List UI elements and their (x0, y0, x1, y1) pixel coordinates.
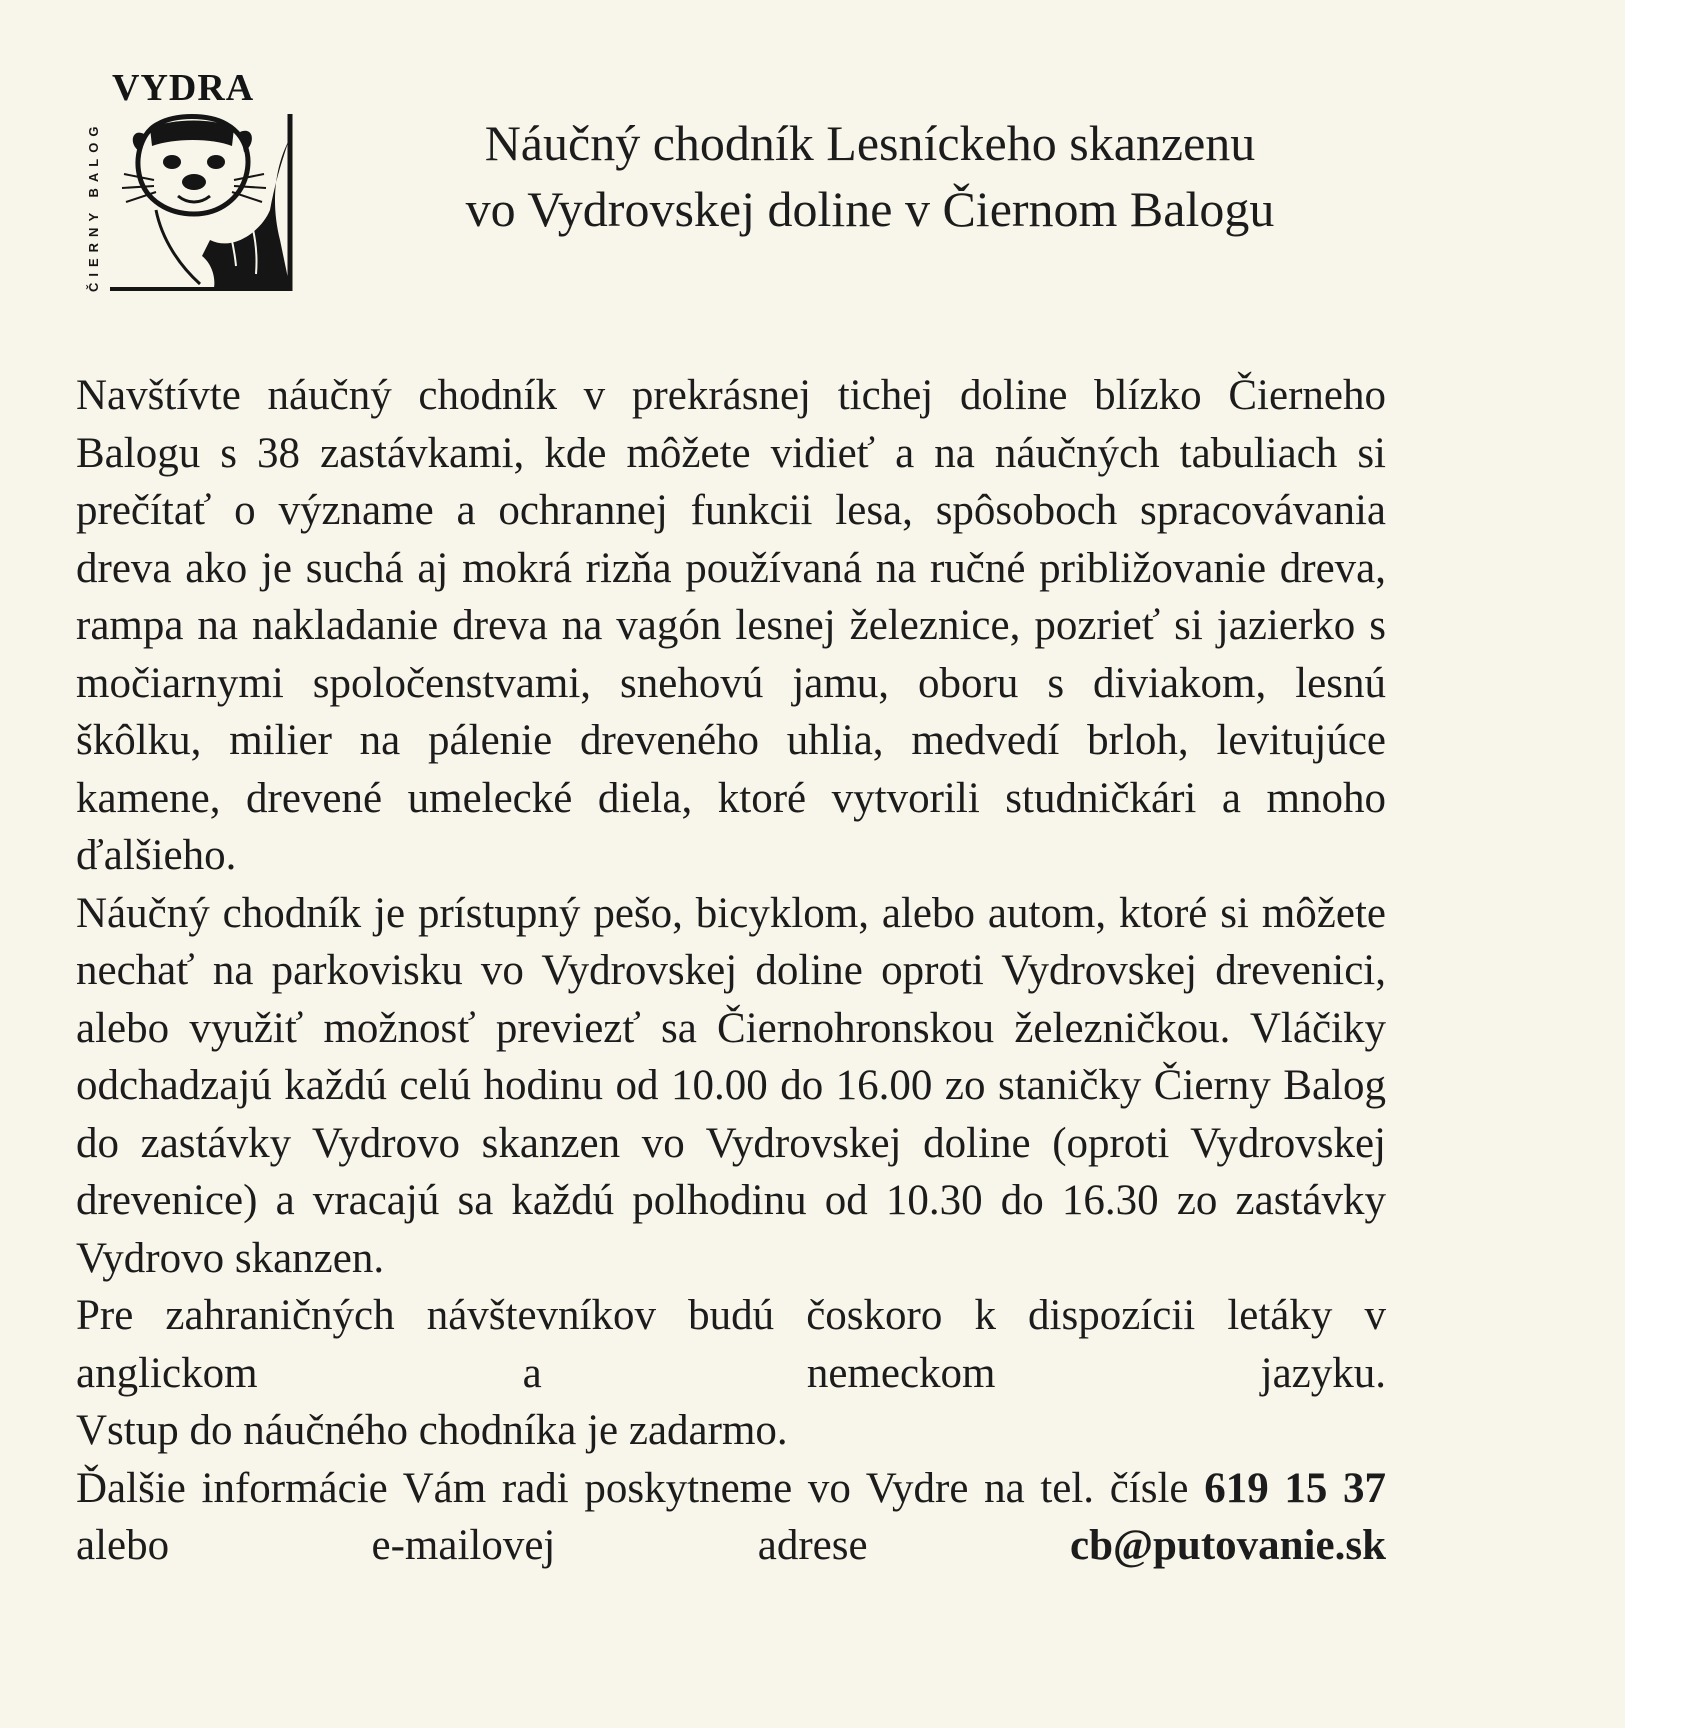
contact-text: Ďalšie informácie Vám radi poskytneme vo Vydre na tel. čísle (76, 1464, 1189, 1512)
document-title (370, 110, 1370, 242)
logo-vertical-text: ČIERNY BALOG (86, 120, 101, 292)
phone-number: 619 15 37 (1204, 1464, 1387, 1512)
document-body (76, 367, 1386, 1575)
paragraph-foreign-visitors: Pre zahraničných návštevníkov budú čoskoro k dispozícii letáky v anglickom a nemeckom jazyku. (76, 1292, 1386, 1397)
paragraph-entry: Vstup do náučného chodníka je zadarmo. (76, 1407, 788, 1454)
vydra-logo (84, 70, 294, 294)
otter-icon (122, 117, 290, 289)
paragraph-contact (76, 1460, 1386, 1575)
title-line-2: vo Vydrovskej doline v Čiernom Balogu (465, 181, 1275, 237)
contact-text-email: alebo e-mailovej adrese (76, 1522, 868, 1569)
email-address: cb@putovanie.sk (1070, 1522, 1386, 1569)
paragraph-access: Náučný chodník je prístupný pešo, bicyklom, alebo autom, ktoré si môžete nechať na parkovisku vo Vydrovskej doline oproti Vydrovskej drevenici, alebo využiť možnosť previezť sa Čiernohronskou železničkou. Vláčiky odchadzajú každú celú hodinu od 10.00 do 16.00 zo staničky Čierny Balog do zastávky Vydrovo skanzen vo Vydrovskej doline (oproti Vydrovskej drevenice) a vracajú sa každú polhodinu od 10.30 do 16.30 zo zastávky Vydrovo skanzen. (76, 889, 1386, 1282)
logo-wordmark: VYDRA (112, 70, 255, 109)
title-line-1: Náučný chodník Lesníckeho skanzenu (484, 115, 1256, 171)
paragraph-intro: Navštívte náučný chodník v prekrásnej tichej doline blízko Čierneho Balogu s 38 zastávkami, kde môžete vidieť a na náučných tabuliach si prečítať o význame a ochrannej funkcii lesa, spôsoboch spracovávania dreva ako je suchá aj mokrá rizňa používaná na ručné približovanie dreva, rampa na nakladanie dreva na vagón lesnej železnice, pozrieť si jazierko s močiarnymi spoločenstvami, snehovú jamu, oboru s diviakom, lesnú škôlku, milier na pálenie dreveného uhlia, medvedí brloh, levitujúce kamene, drevené umelecké diela, ktoré vytvorili studničkári a mnoho ďalšieho. (76, 372, 1386, 879)
